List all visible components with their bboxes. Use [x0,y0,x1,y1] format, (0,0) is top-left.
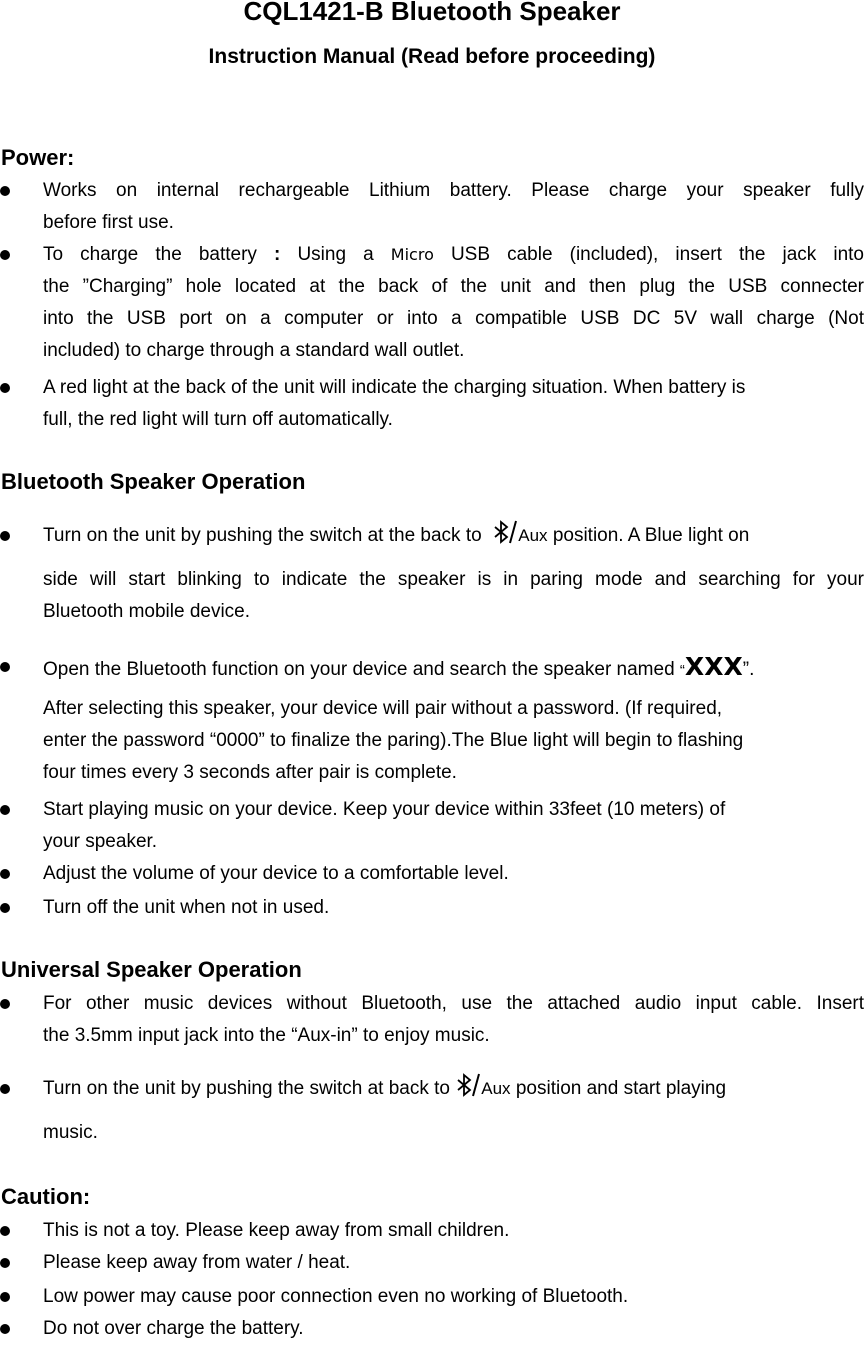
bullet-icon [0,531,10,541]
caution-item-1-text: This is not a toy. Please keep away from small children. [43,1220,510,1241]
caution-item-4-text: Do not over charge the battery. [43,1318,304,1339]
manual-subtitle: Instruction Manual (Read before proceeding) [208,45,656,68]
bluetooth-item-3-text: Start playing music on your device. Keep your device within 33feet (10 meters) of your speaker. [43,799,726,852]
bluetooth-item-5-text: Turn off the unit when not in used. [43,897,330,918]
bullet-icon [0,383,10,393]
bluetooth-heading: Bluetooth Speaker Operation [1,469,306,494]
bullet-icon [0,805,10,815]
speaker-name: XXX [684,652,743,681]
universal-item-1-text: For other music devices without Bluetooth, use the attached audio input cable. Insert the 3.5mm input jack into the “Aux-in” to enjoy music. [43,993,864,1046]
bullet-icon [0,1226,10,1236]
power-item-1-text: Works on internal rechargeable Lithium battery. Please charge your speaker fully before first use. [43,180,864,233]
universal-heading: Universal Speaker Operation [1,957,302,982]
bluetooth-item-2-text: Open the Bluetooth function on your device and search the speaker named “XXX”. After selecting this speaker, your device will pair without a password. (If required, enter the password “0000” to finalize the paring).The Blue light will begin to flashing four times every 3 seconds after pair is complete. [43,652,755,783]
bullet-icon [0,869,10,879]
manual-title: CQL1421-B Bluetooth Speaker [243,0,621,26]
universal-item-2-text: Turn on the unit by pushing the switch at back to Aux position and start playing music. [43,1067,864,1155]
aux-label: Aux [481,1079,511,1098]
micro-label: Micro [390,245,434,264]
bullet-icon [0,662,10,672]
bullet-icon [0,903,10,913]
power-item-2-text: To charge the battery : Using a Micro USB cable (included), insert the jack into the ”Charging” hole located at the back of the unit and then plug the USB connecter into the USB port on a computer or into a compatible USB DC 5V wall charge (Not included) to charge through a standard wall outlet. [43,244,864,361]
power-item-3-text: A red light at the back of the unit will indicate the charging situation. When battery is full, the red light will turn off automatically. [43,377,746,430]
caution-item-3-text: Low power may cause poor connection even no working of Bluetooth. [43,1286,629,1307]
bluetooth-item-1-text: Turn on the unit by pushing the switch at the back to Aux position. A Blue light on side will start blinking to indicate the speaker is in paring mode and searching for your Bluetooth mobile device. [43,516,864,628]
bluetooth-icon [492,520,518,544]
bullet-icon [0,999,10,1009]
bullet-icon [0,186,10,196]
bluetooth-item-4-text: Adjust the volume of your device to a comfortable level. [43,863,509,884]
aux-label: Aux [518,526,548,545]
bullet-icon [0,250,10,260]
power-heading: Power: [1,145,75,170]
bullet-icon [0,1292,10,1302]
bullet-icon [0,1084,10,1094]
caution-item-2-text: Please keep away from water / heat. [43,1252,351,1273]
caution-heading: Caution: [1,1184,91,1209]
bullet-icon [0,1324,10,1334]
bluetooth-icon [455,1073,481,1097]
bullet-icon [0,1258,10,1268]
